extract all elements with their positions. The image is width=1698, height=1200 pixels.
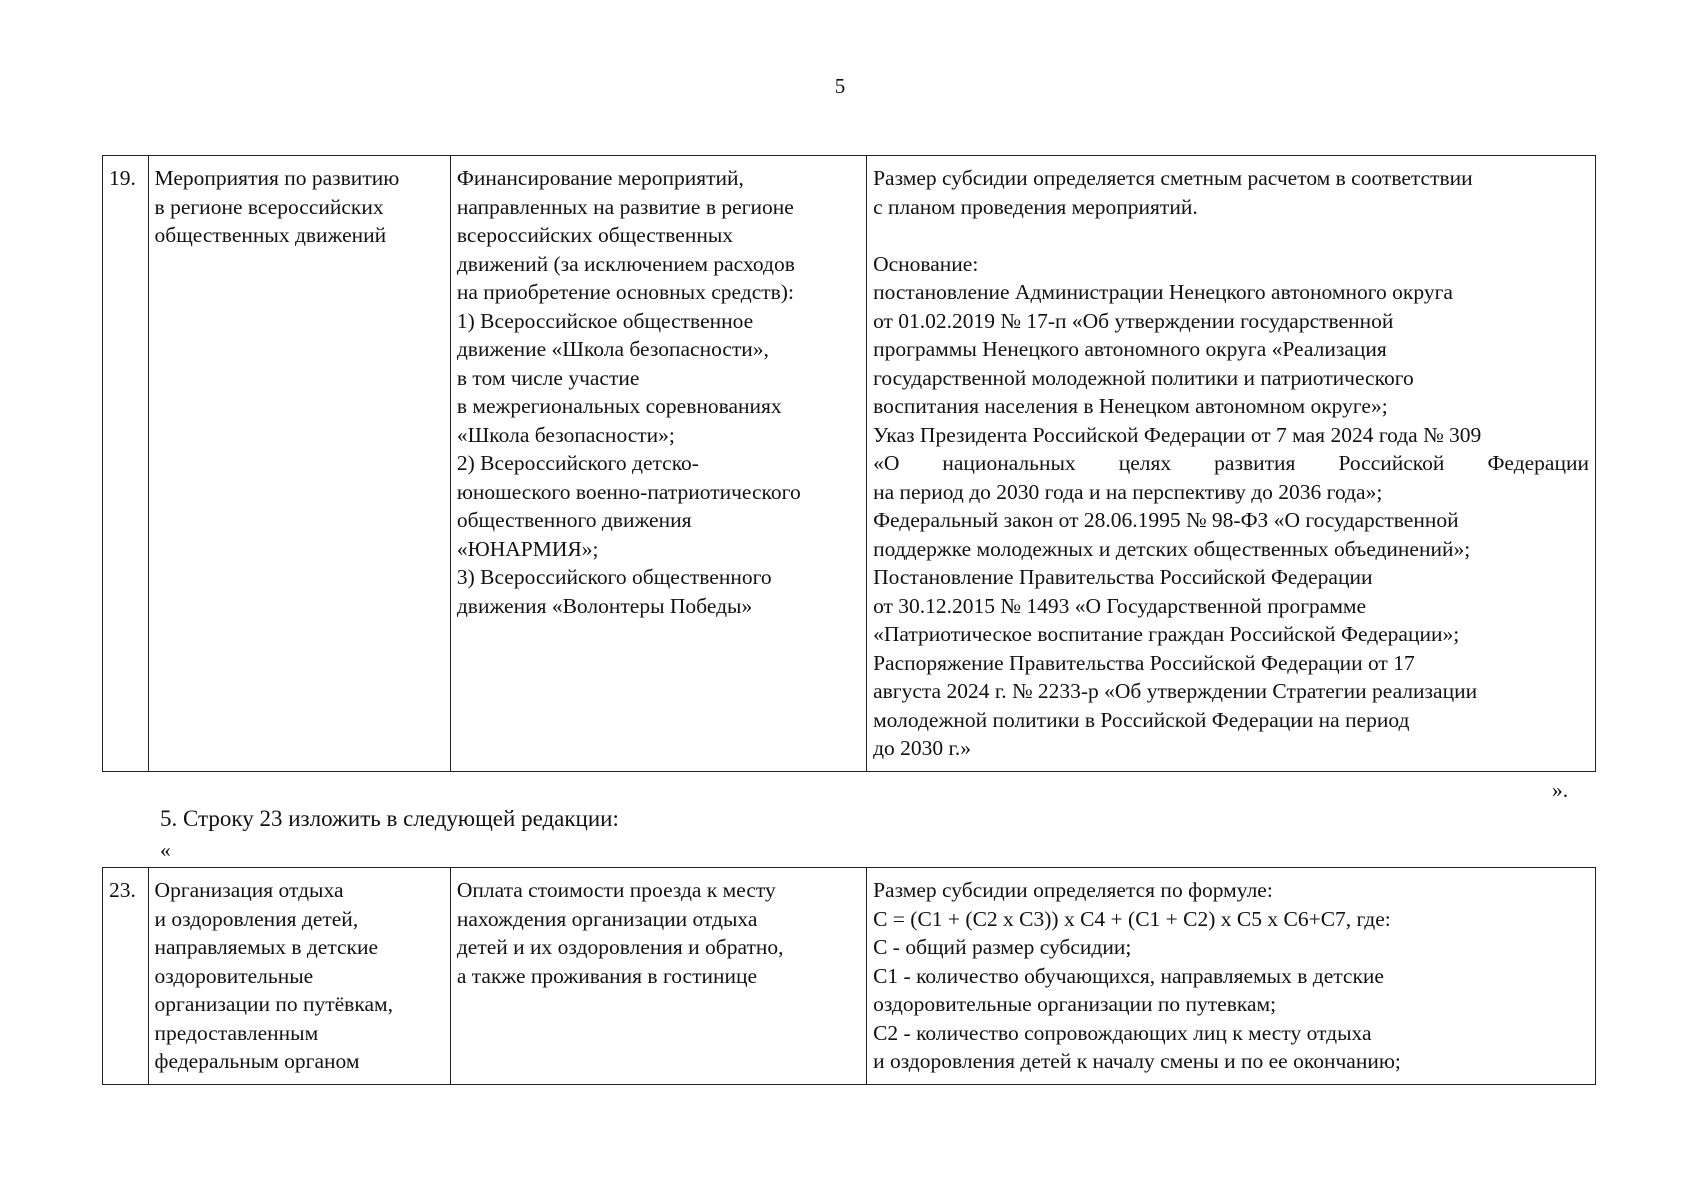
basis-line: С - общий размер субсидии; xyxy=(873,935,1132,959)
basis-line: С2 - количество сопровождающих лиц к месту отдыха xyxy=(873,1020,1372,1045)
description-line: Оплата стоимости проезда к месту xyxy=(456,878,776,902)
event-description-cell xyxy=(450,156,866,772)
basis-line: государственной молодежной политики и патриотического xyxy=(873,365,1414,390)
description-line: 3) Всероссийского общественного xyxy=(456,565,772,589)
event-name-line: предоставленным xyxy=(154,1020,319,1045)
row-number-cell xyxy=(103,868,149,1085)
description-line: движений (за исключением расходов xyxy=(456,251,795,276)
event-name-line: Организация отдыха xyxy=(154,878,344,902)
description-line: 1) Всероссийское общественное xyxy=(456,308,754,333)
event-name-line: организации по путёвкам, xyxy=(154,992,393,1016)
description-line: а также проживания в гостинице xyxy=(456,963,758,988)
basis-line: до 2030 г.» xyxy=(873,736,972,760)
basis-line: воспитания населения в Ненецком автономном округе»; xyxy=(873,394,1388,418)
closing-quote: ». xyxy=(1552,778,1569,802)
basis-line: Распоряжение Правительства Российской Федерации от 17 xyxy=(873,650,1415,675)
description-line: всероссийских общественных xyxy=(456,223,734,247)
basis-line: Основание: xyxy=(873,251,979,276)
event-name-line: общественных движений xyxy=(154,223,387,247)
basis-line: С1 - количество обучающихся, направляемых в детские xyxy=(873,963,1384,988)
description-line: 2) Всероссийского детско- xyxy=(456,451,699,475)
subsidy-basis-cell xyxy=(867,868,1596,1085)
basis-line: и оздоровления детей к началу смены и по ее окончанию; xyxy=(873,1049,1401,1073)
event-name-line: в регионе всероссийских xyxy=(154,194,384,219)
event-name-line: Мероприятия по развитию xyxy=(154,166,400,190)
table-row xyxy=(103,868,1596,1085)
basis-line: молодежной политики в Российской Федерации на период xyxy=(873,707,1410,732)
event-name-line: оздоровительные xyxy=(154,963,314,988)
basis-line: поддержке молодежных и детских общественных объединений»; xyxy=(873,536,1471,561)
description-line: «ЮНАРМИЯ»; xyxy=(456,536,599,561)
description-line: на приобретение основных средств): xyxy=(456,280,794,304)
basis-line: «О национальных целях развития Российской Федерации xyxy=(873,451,1589,475)
basis-line: Размер субсидии определяется по формуле: xyxy=(873,878,1273,902)
description-line: Финансирование мероприятий, xyxy=(456,166,744,190)
basis-line: от 30.12.2015 № 1493 «О Государственной программе xyxy=(873,593,1367,618)
blank-line xyxy=(873,221,1589,250)
page-number: 5 xyxy=(834,74,846,98)
row-number-cell xyxy=(103,156,149,772)
table-row-23 xyxy=(102,867,1596,1085)
basis-line: Размер субсидии определяется сметным расчетом в соответствии xyxy=(873,166,1473,190)
event-name-line: направляемых в детские xyxy=(154,935,379,959)
basis-line: от 01.02.2019 № 17-п «Об утверждении государственной xyxy=(873,308,1394,333)
description-line: в том числе участие xyxy=(456,365,640,390)
opening-quote: « xyxy=(160,838,171,862)
formula-line: С = (С1 + (С2 х С3)) х С4 + (С1 + С2) х С5 х С6+С7, где: xyxy=(873,906,1391,931)
basis-line: с планом проведения мероприятий. xyxy=(873,194,1198,219)
description-line: движение «Школа безопасности», xyxy=(456,337,769,361)
event-name-cell xyxy=(148,156,450,772)
basis-line: Указ Президента Российской Федерации от 7 мая 2024 года № 309 xyxy=(873,422,1482,447)
basis-line: на период до 2030 года и на перспективу до 2036 года»; xyxy=(873,479,1383,504)
table-row xyxy=(103,156,1596,772)
row-number: 19. xyxy=(109,166,136,190)
description-line: движения «Волонтеры Победы» xyxy=(456,593,753,618)
event-name-line: федеральным органом xyxy=(154,1049,360,1073)
basis-line: оздоровительные организации по путевкам; xyxy=(873,992,1277,1016)
description-line: детей и их оздоровления и обратно, xyxy=(456,935,784,959)
event-description-cell xyxy=(450,868,866,1085)
basis-line: Постановление Правительства Российской Федерации xyxy=(873,565,1373,589)
basis-line: августа 2024 г. № 2233-р «Об утверждении Стратегии реализации xyxy=(873,679,1478,703)
description-line: нахождения организации отдыха xyxy=(456,906,758,931)
basis-line: программы Ненецкого автономного округа «Реализация xyxy=(873,337,1387,361)
description-line: общественного движения xyxy=(456,508,692,532)
basis-line: «Патриотическое воспитание граждан Российской Федерации»; xyxy=(873,622,1460,646)
description-line: направленных на развитие в регионе xyxy=(456,194,794,219)
description-line: «Школа безопасности»; xyxy=(456,422,675,447)
amendment-instruction: 5. Строку 23 изложить в следующей редакции: xyxy=(160,806,619,831)
row-number: 23. xyxy=(109,878,136,902)
table-row-19 xyxy=(102,155,1596,772)
event-name-cell xyxy=(148,868,450,1085)
basis-line: постановление Администрации Ненецкого автономного округа xyxy=(873,280,1453,304)
basis-line: Федеральный закон от 28.06.1995 № 98-ФЗ «О государственной xyxy=(873,508,1459,532)
description-line: юношеского военно-патриотического xyxy=(456,479,801,504)
subsidy-basis-cell xyxy=(867,156,1596,772)
description-line: в межрегиональных соревнованиях xyxy=(456,394,782,418)
event-name-line: и оздоровления детей, xyxy=(154,906,359,931)
